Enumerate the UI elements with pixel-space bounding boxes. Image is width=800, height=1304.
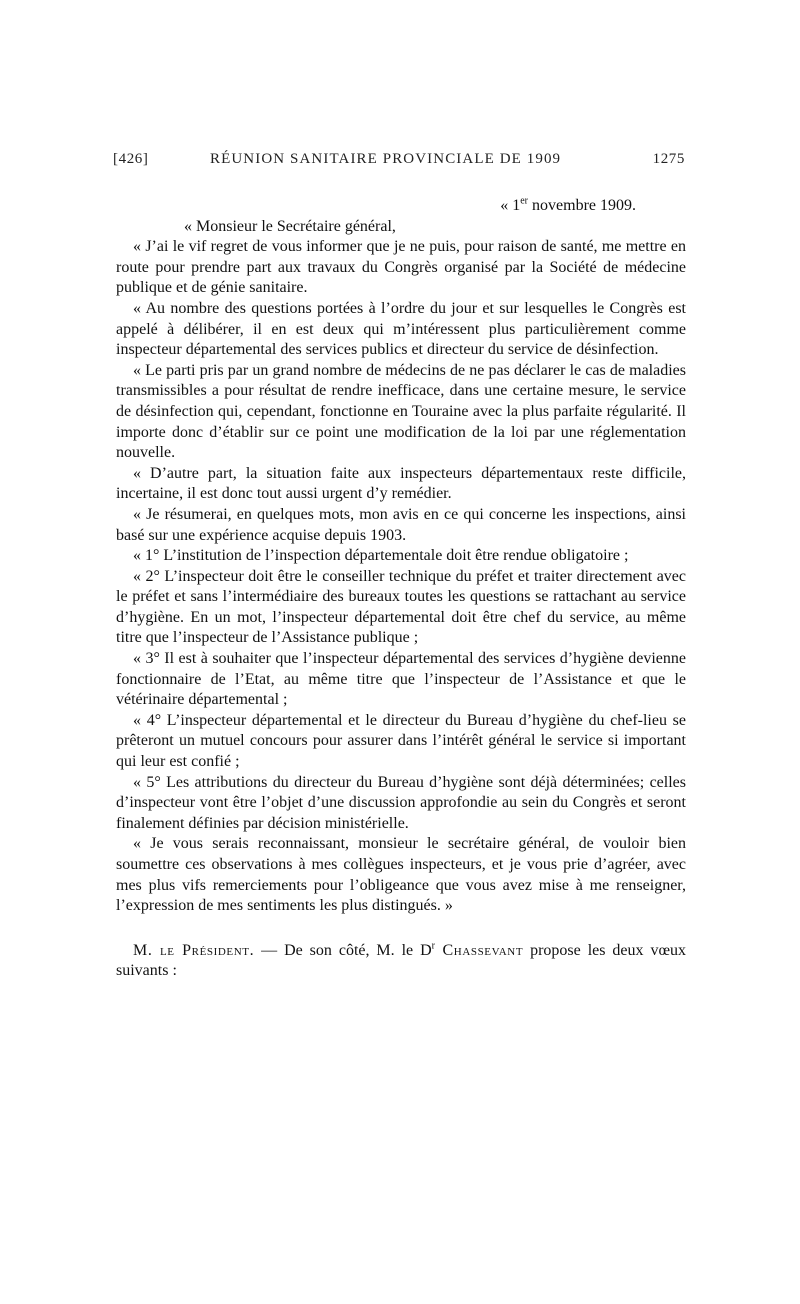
letter-dateline: « 1er novembre 1909. [500, 195, 636, 214]
letter-closing-paragraph: « Je vous serais reconnaissant, monsieur le secrétaire général, de vouloir bien soumettre ces observations à mes collègues inspecteurs, et je vous prie d’agréer, avec mes plus vifs remerciements pour l’obligeance que vous avez mise à me renseigner, l’expression de mes sentiments les plus distingués. » [116, 835, 686, 915]
document-body [116, 196, 686, 982]
date-ordinal: er [520, 195, 529, 207]
letter-paragraph: « Le parti pris par un grand nombre de médecins de ne pas déclarer le cas de maladies transmissibles a pour résultat de rendre inefficace, dans une certaine mesure, le service de désinfection qui, cependant, fonctionne en Touraine avec la plus parfaite régularité. Il importe donc d’établir sur ce point une modification de la loi par une réglementation nouvelle. [116, 361, 686, 462]
letter-list-item: « 3° Il est à souhaiter que l’inspecteur départemental des services d’hygiène devienne fonctionnaire de l’Etat, au même titre que l’inspecteur de l’Assistance et que le vétérinaire départemental ; [116, 650, 686, 709]
page-number: 1275 [652, 151, 685, 167]
letter-salutation: « Monsieur le Secrétaire général, [184, 217, 396, 235]
letter-list-item: « 5° Les attributions du directeur du Bureau d’hygiène sont déjà déterminées; celles d’inspecteur vont être l’objet d’une discussion approfondie au sein du Congrès et seront finalement définies par décision ministérielle. [116, 773, 686, 832]
section-gap [116, 917, 686, 941]
running-title: RÉUNION SANITAIRE PROVINCIALE DE 1909 [210, 151, 562, 167]
letter-paragraph: « Je résumerai, en quelques mots, mon avis en ce qui concerne les inspections, ainsi basé sur une expérience acquise depuis 1903. [116, 505, 686, 544]
letter-paragraph: « Au nombre des questions portées à l’ordre du jour et sur lesquelles le Congrès est appelé à délibérer, il en est deux qui m’intéressent plus particulièrement comme inspecteur départemental des services publics et directeur du service de désinfection. [116, 299, 686, 359]
letter-paragraph: « D’autre part, la situation faite aux inspecteurs départementaux reste difficile, incertaine, il est donc tout aussi urgent d’y remédier. [116, 464, 686, 503]
running-head [113, 151, 685, 175]
letter-paragraph: « J’ai le vif regret de vous informer que je ne puis, pour raison de santé, me mettre en route pour prendre part aux travaux du Congrès organisé par la Société de médecine publique et de génie sanitaire. [116, 238, 686, 297]
letter-list-item: « 4° L’inspecteur départemental et le directeur du Bureau d’hygiène du chef-lieu se prêteront un mutuel concours pour assurer dans l’intérêt général le service si important qui leur est confié ; [116, 711, 686, 771]
speaker-name: M. le Président. [133, 941, 255, 959]
page-reference-number: [426] [113, 151, 149, 167]
letter-list-item: « 1° L’institution de l’inspection départementale doit être rendue obligatoire ; [133, 547, 629, 565]
letter-list-item: « 2° L’inspecteur doit être le conseiller technique du préfet et traiter directement avec le préfet et sans l’intermédiaire des bureaux toutes les questions se rattachant au service d’hygiène. En un mot, l’inspecteur départemental doit être chef du service, au même titre que l’inspecteur de l’Assistance publique ; [116, 567, 686, 647]
person-name: Chassevant [434, 941, 524, 959]
title-abbrev-sup: r [431, 940, 435, 952]
president-remark: M. le Président. — De son côté, M. le $D^r$ Chassevant propose les deux vœux suivants : [116, 940, 686, 980]
